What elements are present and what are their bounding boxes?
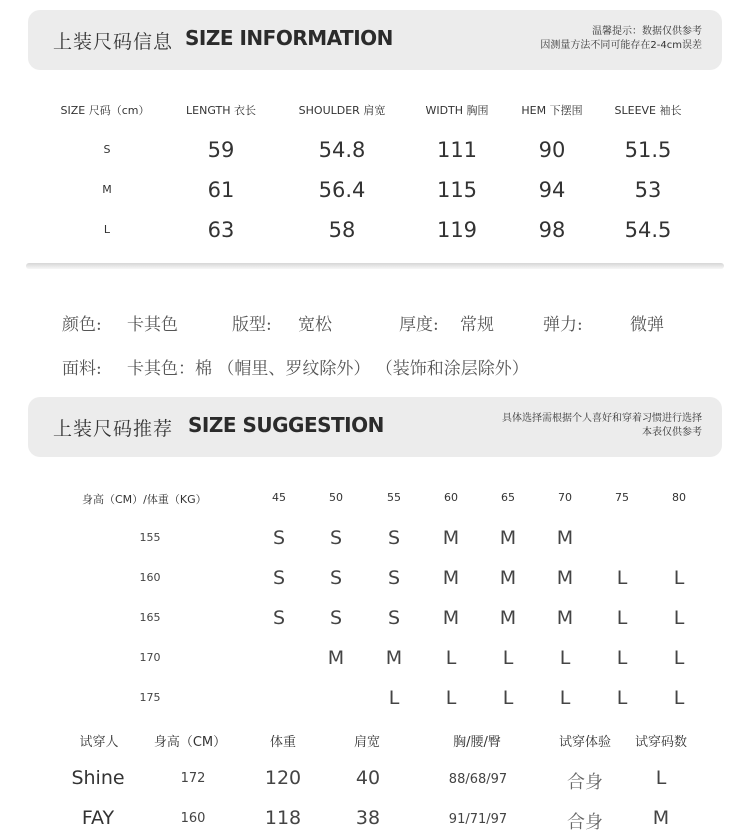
table-cell: 54.5	[624, 218, 672, 242]
row-size-label: L	[103, 223, 111, 236]
grid-cell: L	[616, 607, 628, 629]
table-row-shoulder: 38	[355, 807, 381, 829]
grid-cell: L	[445, 647, 457, 669]
try-header-weight: 体重	[269, 735, 297, 750]
table-cell: 58	[328, 218, 356, 242]
grid-cell: L	[673, 647, 685, 669]
table-row-height: 172	[180, 771, 206, 786]
grid-cell: M	[442, 567, 460, 589]
grid-cell: S	[329, 607, 343, 629]
table-cell: 94	[538, 178, 566, 202]
grid-cell: S	[329, 527, 343, 549]
grid-cell: S	[272, 527, 286, 549]
grid-cell: M	[499, 527, 517, 549]
grid-cell: M	[499, 567, 517, 589]
table-cell: 119	[436, 218, 478, 242]
height-header: 160	[139, 571, 161, 584]
grid-cell: S	[387, 527, 401, 549]
fit-value: 宽松	[298, 315, 332, 335]
grid-cell: M	[556, 567, 574, 589]
grid-cell: S	[387, 567, 401, 589]
grid-cell: L	[673, 567, 685, 589]
table-row-shoulder: 40	[355, 767, 381, 789]
grid-cell: L	[616, 687, 628, 709]
size-info-title-cn: 上装尺码信息	[53, 31, 174, 53]
elastic-value: 微弹	[630, 315, 664, 335]
table-row-weight: 120	[264, 767, 302, 789]
thickness-label: 厚度:	[399, 315, 439, 335]
table-row-height: 160	[180, 811, 206, 826]
table-cell: 63	[207, 218, 235, 242]
weight-header: 45	[272, 491, 286, 504]
grid-cell: L	[616, 567, 628, 589]
table-row-size: L	[655, 767, 667, 789]
grid-cell: M	[327, 647, 345, 669]
size-suggestion-note-line1: 具体选择需根据个人喜好和穿着习惯进行选择	[502, 413, 702, 424]
try-header-shoulder: 肩宽	[353, 735, 381, 750]
grid-cell: M	[556, 607, 574, 629]
size-suggestion-title-cn: 上装尺码推荐	[53, 418, 174, 440]
size-suggestion-note-line2: 本表仅供参考	[642, 427, 702, 438]
height-header: 175	[139, 691, 161, 704]
table-row-bwh: 91/71/97	[448, 812, 508, 827]
table-cell: 51.5	[624, 138, 672, 162]
table-cell: 111	[436, 138, 478, 162]
axis-label: 身高（CM）/体重（KG）	[82, 493, 207, 506]
height-header: 165	[139, 611, 161, 624]
table-cell: 54.8	[318, 138, 366, 162]
table-row-weight: 118	[264, 807, 302, 829]
table-cell: 53	[634, 178, 662, 202]
grid-cell: M	[556, 527, 574, 549]
header-size: SIZE 尺码（cm）	[60, 104, 150, 117]
grid-cell: L	[445, 687, 457, 709]
color-label: 颜色:	[62, 315, 102, 335]
grid-cell: L	[616, 647, 628, 669]
table-row-size: M	[652, 807, 670, 829]
weight-header: 80	[672, 491, 686, 504]
elastic-label: 弹力:	[543, 315, 583, 335]
table-cell: 90	[538, 138, 566, 162]
color-value: 卡其色	[127, 315, 178, 335]
table-cell: 56.4	[318, 178, 366, 202]
size-suggestion-title-en: SIZE SUGGESTION	[188, 413, 384, 437]
grid-cell: S	[272, 567, 286, 589]
table-row-fit: 合身	[567, 772, 603, 793]
size-info-note-line1: 温馨提示：数据仅供参考	[592, 26, 702, 37]
header-width: WIDTH 胸围	[425, 104, 489, 117]
table-row-bwh: 88/68/97	[448, 772, 508, 787]
grid-cell: M	[499, 607, 517, 629]
header-hem: HEM 下摆围	[521, 104, 583, 117]
try-header-size: 试穿码数	[634, 735, 688, 750]
table-cell: 98	[538, 218, 566, 242]
table-cell: 59	[207, 138, 235, 162]
section-divider	[26, 263, 724, 269]
height-header: 170	[139, 651, 161, 664]
table-row-name: FAY	[81, 807, 115, 829]
grid-cell: L	[559, 687, 571, 709]
weight-header: 55	[387, 491, 401, 504]
height-header: 155	[139, 531, 161, 544]
grid-cell: L	[502, 647, 514, 669]
table-cell: 115	[436, 178, 478, 202]
fabric-label: 面料:	[62, 359, 102, 379]
grid-cell: L	[559, 647, 571, 669]
size-info-note-line2: 因测量方法不同可能存在2-4cm误差	[540, 40, 702, 51]
thickness-value: 常规	[460, 315, 494, 335]
grid-cell: L	[388, 687, 400, 709]
grid-cell: L	[673, 687, 685, 709]
size-info-note	[540, 25, 702, 53]
grid-cell: M	[442, 607, 460, 629]
weight-header: 50	[329, 491, 343, 504]
grid-cell: L	[502, 687, 514, 709]
grid-cell: M	[385, 647, 403, 669]
grid-cell: M	[442, 527, 460, 549]
table-row-fit: 合身	[567, 812, 603, 833]
weight-header: 70	[558, 491, 572, 504]
grid-cell: S	[272, 607, 286, 629]
header-sleeve: SLEEVE 袖长	[614, 104, 682, 117]
size-info-banner	[28, 10, 722, 70]
row-size-label: M	[102, 183, 112, 196]
try-header-name: 试穿人	[79, 735, 119, 750]
header-length: LENGTH 衣长	[186, 104, 256, 117]
table-cell: 61	[207, 178, 235, 202]
size-info-title-en: SIZE INFORMATION	[185, 26, 393, 50]
try-header-height: 身高（CM）	[153, 735, 227, 750]
grid-cell: S	[387, 607, 401, 629]
row-size-label: S	[103, 143, 111, 156]
fabric-value: 卡其色：棉 （帽里、罗纹除外） （装饰和涂层除外）	[127, 359, 529, 379]
weight-header: 65	[501, 491, 515, 504]
header-shoulder: SHOULDER 肩宽	[298, 104, 386, 117]
size-suggestion-note	[502, 412, 702, 440]
try-header-experience: 试穿体验	[558, 735, 612, 750]
weight-header: 75	[615, 491, 629, 504]
grid-cell: L	[673, 607, 685, 629]
table-row-name: Shine	[71, 767, 125, 789]
fit-label: 版型:	[232, 315, 272, 335]
grid-cell: S	[329, 567, 343, 589]
weight-header: 60	[444, 491, 458, 504]
try-header-bwh: 胸/腰/臀	[453, 735, 501, 750]
size-suggestion-banner	[28, 397, 722, 457]
